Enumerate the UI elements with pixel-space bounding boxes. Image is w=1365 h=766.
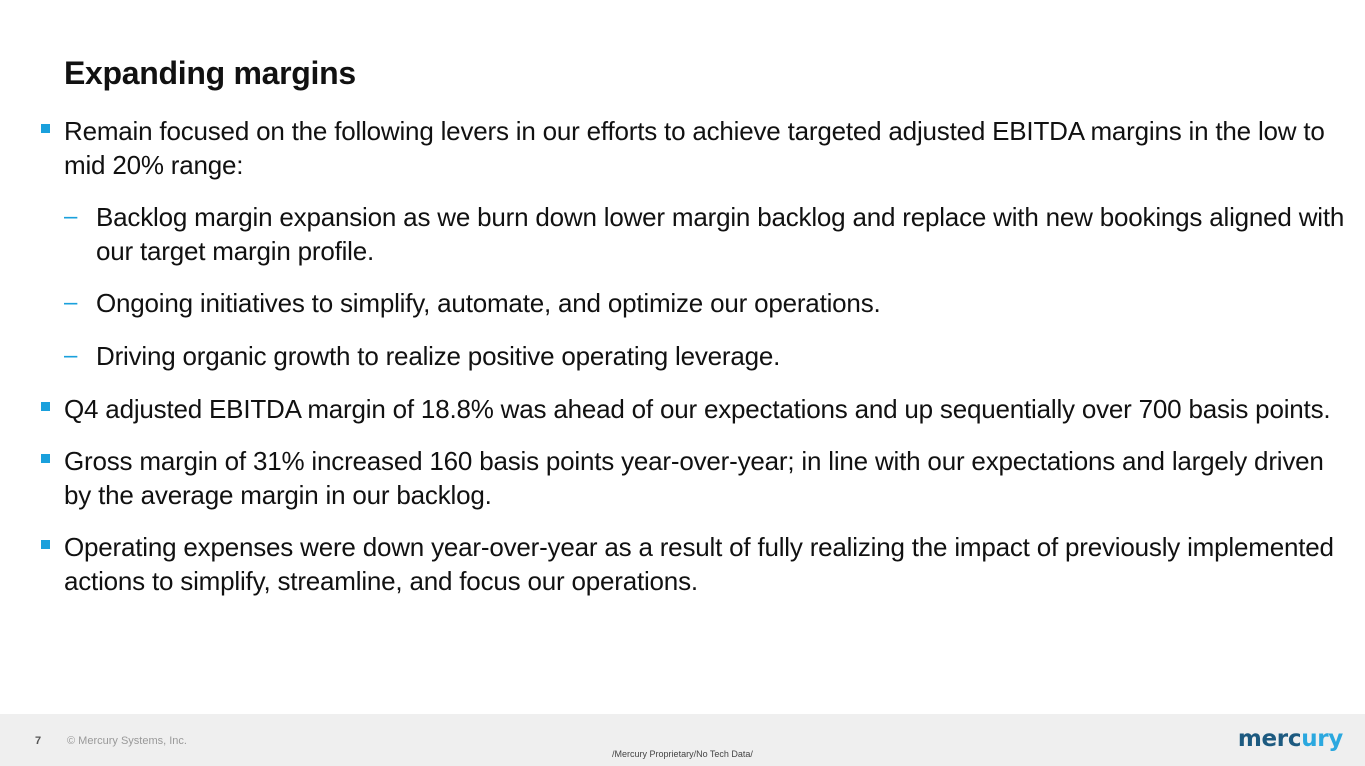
sub-bullet-text: Backlog margin expansion as we burn down lower margin backlog and replace with new bookings aligned with our target margin profile.: [96, 202, 1345, 266]
sub-bullet-text: Driving organic growth to realize positive operating leverage.: [96, 341, 781, 371]
sub-bullet-item: [0, 286, 1365, 320]
square-bullet-icon: [41, 454, 50, 463]
bullet-text: Operating expenses were down year-over-year as a result of fully realizing the impact of previously implemented actions to simplify, streamline, and focus our operations.: [64, 532, 1334, 596]
bullet-item: [0, 392, 1365, 426]
classification-label: /Mercury Proprietary/No Tech Data/: [612, 749, 753, 759]
square-bullet-icon: [41, 540, 50, 549]
bullet-text: Gross margin of 31% increased 160 basis points year-over-year; in line with our expectations and largely driven by the average margin in our backlog.: [64, 446, 1324, 510]
slide-title: Expanding margins: [64, 55, 356, 91]
dash-bullet-icon: –: [64, 203, 78, 230]
sub-bullet-item: [0, 200, 1365, 268]
logo-text-accent: ury: [1301, 726, 1343, 752]
square-bullet-icon: [41, 124, 50, 133]
bullet-item: [0, 444, 1365, 512]
slide-footer: [0, 714, 1365, 766]
dash-bullet-icon: –: [64, 342, 78, 369]
copyright-text: © Mercury Systems, Inc.: [67, 735, 187, 747]
bullet-text: Remain focused on the following levers in our efforts to achieve targeted adjusted EBITDA margins in the low to mid 20% range:: [64, 116, 1325, 180]
logo-text-main: merc: [1237, 726, 1302, 752]
dash-bullet-icon: –: [64, 289, 78, 316]
sub-bullet-text: Ongoing initiatives to simplify, automate, and optimize our operations.: [96, 288, 881, 318]
page-number: 7: [35, 735, 42, 747]
bullet-item: [0, 114, 1365, 182]
mercury-logo: [1238, 726, 1343, 752]
bullet-text: Q4 adjusted EBITDA margin of 18.8% was ahead of our expectations and up sequentially over 700 basis points.: [64, 394, 1331, 424]
bullet-list: [0, 114, 1365, 598]
sub-bullet-item: [0, 339, 1365, 373]
bullet-item: [0, 530, 1365, 598]
square-bullet-icon: [41, 402, 50, 411]
